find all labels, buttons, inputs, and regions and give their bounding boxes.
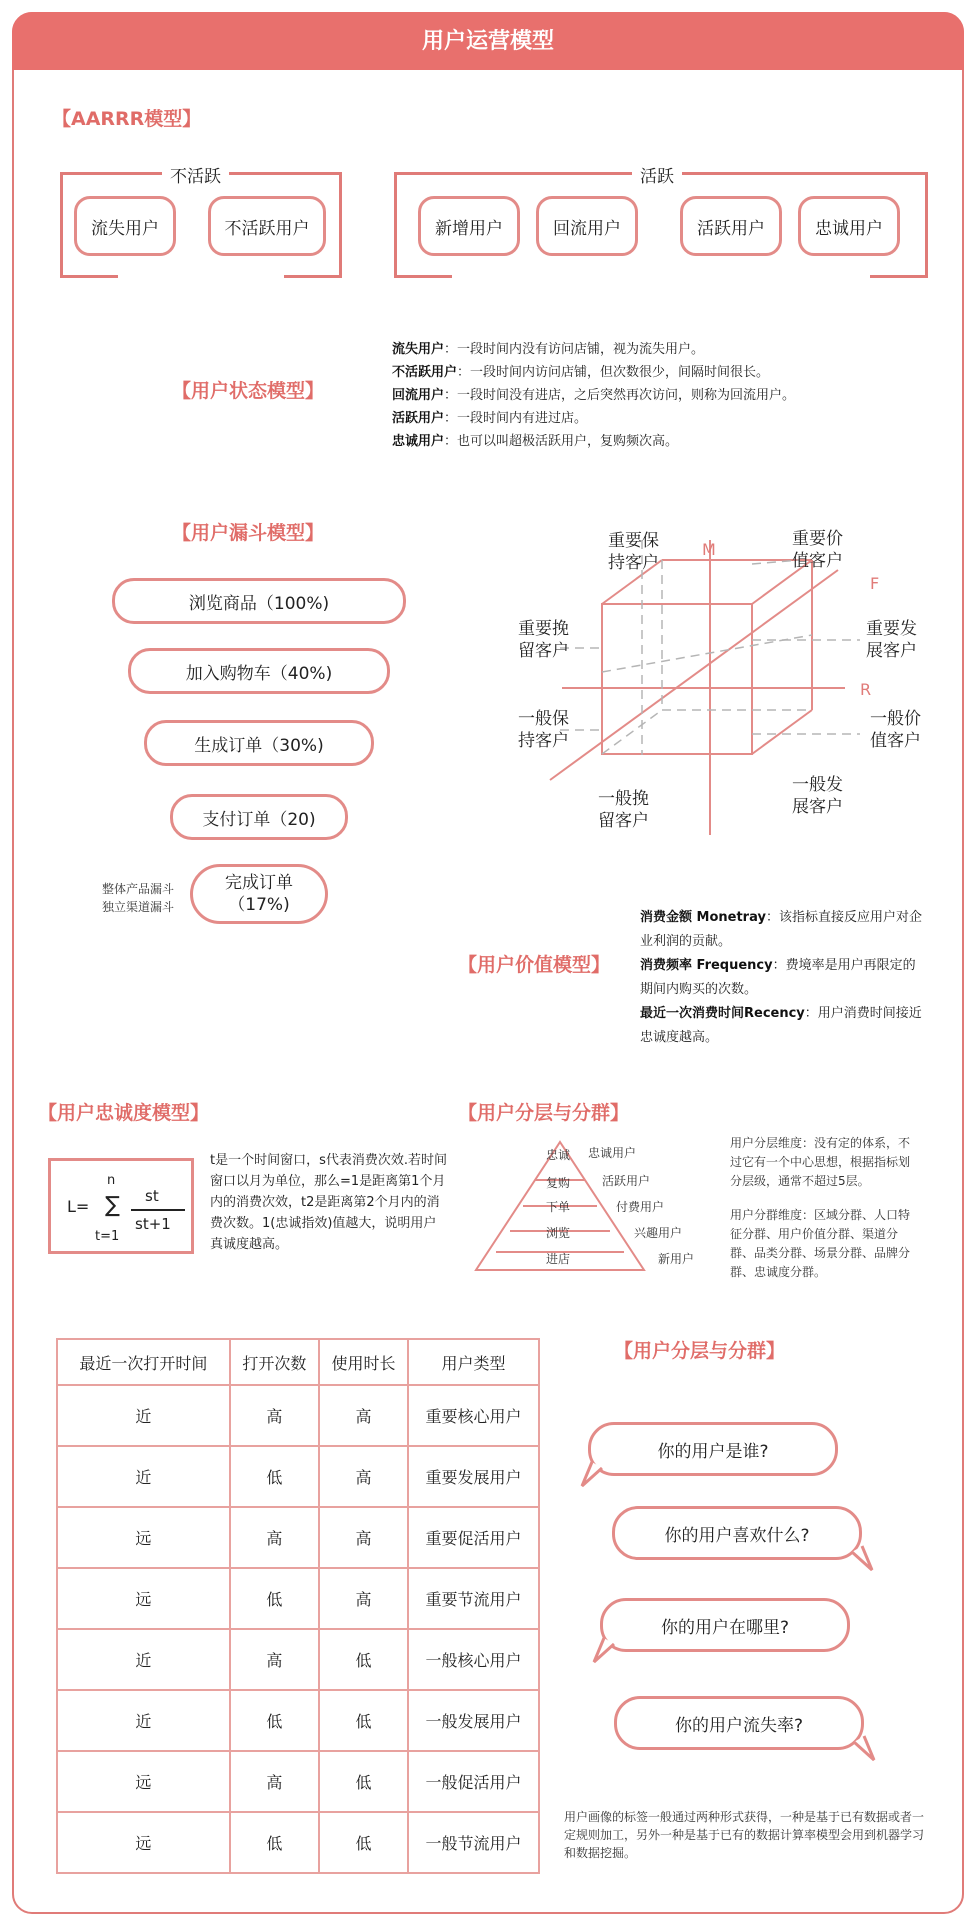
rfm-axis-f bbox=[550, 570, 838, 780]
pyramid-level: 下单 bbox=[546, 1200, 571, 1214]
table-row: 远 低 高 重要节流用户 bbox=[57, 1568, 539, 1629]
funnel-step-order: 生成订单（30%) bbox=[144, 720, 374, 766]
table-header: 使用时长 bbox=[319, 1339, 408, 1385]
aarrr-return-user: 回流用户 bbox=[536, 196, 638, 256]
funnel-step-cart: 加入购物车（40%) bbox=[128, 648, 390, 694]
state-model-defs bbox=[392, 338, 912, 453]
rfm-label-important-value: 重要价 值客户 bbox=[792, 529, 843, 571]
state-def: 流失用户：一段时间内没有访问店铺，视为流失用户。 bbox=[392, 342, 705, 357]
funnel-note-overall: 整体产品漏斗 bbox=[102, 882, 175, 896]
segment-note-layer: 用户分层维度：没有定的体系，不过它有一个中心思想，根据指标划分层级，通常不超过5层。 bbox=[730, 1136, 911, 1188]
loyalty-desc: t是一个时间窗口，s代表消费次效.若时间窗口以月为单位，那么=1是距离第1个月内的消费次效，t2是距离第2个月内的消费次数。1(忠诚指效)值越大，说明用户真诚度越高。 bbox=[210, 1153, 448, 1252]
funnel-note-channel: 独立渠道漏斗 bbox=[102, 900, 175, 914]
rfm-cube-front bbox=[602, 604, 752, 754]
pyramid-user: 兴趣用户 bbox=[634, 1226, 683, 1240]
pyramid-level: 浏览 bbox=[546, 1226, 571, 1240]
pyramid-level: 忠诚 bbox=[546, 1148, 571, 1162]
persona-question-churn: 你的用户流失率? bbox=[614, 1696, 864, 1750]
table-row: 近 低 低 一般发展用户 bbox=[57, 1690, 539, 1751]
aarrr-new-user: 新增用户 bbox=[418, 196, 520, 256]
table-row: 远 低 低 一般节流用户 bbox=[57, 1812, 539, 1873]
value-model-defs bbox=[640, 906, 922, 1050]
table-row: 远 高 低 一般促活用户 bbox=[57, 1751, 539, 1812]
rfm-axis-label-r: R bbox=[860, 680, 872, 699]
rfm-label-general-keep: 一般保 持客户 bbox=[518, 709, 569, 751]
rfm-cube-edge bbox=[752, 710, 812, 754]
table-header: 最近一次打开时间 bbox=[57, 1339, 230, 1385]
rfm-axis-label-m: M bbox=[702, 540, 716, 559]
aarrr-lost-user: 流失用户 bbox=[74, 196, 176, 256]
pyramid-user: 付费用户 bbox=[616, 1200, 665, 1214]
page-title: 用户运营模型 bbox=[12, 12, 964, 70]
table-header: 打开次数 bbox=[230, 1339, 319, 1385]
state-model-title: 【用户状态模型】 bbox=[172, 380, 325, 402]
table-row: 近 高 低 一般核心用户 bbox=[57, 1629, 539, 1690]
state-def: 回流用户：一段时间没有进店，之后突然再次访问，则称为回流用户。 bbox=[392, 388, 796, 403]
bubble-tail bbox=[578, 1460, 608, 1490]
user-type-table bbox=[56, 1338, 540, 1874]
rfm-label-important-retain: 重要挽 留客户 bbox=[518, 619, 569, 661]
value-def: 消费金额 Monetray：该指标直接反应用户对企业利润的贡献。 bbox=[640, 910, 922, 949]
funnel-step-browse: 浏览商品（100%) bbox=[112, 578, 406, 624]
rfm-label-general-develop: 一般发 展客户 bbox=[792, 775, 843, 817]
aarrr-active-user: 活跃用户 bbox=[680, 196, 782, 256]
inactive-label: 不活跃 bbox=[162, 162, 229, 187]
value-def: 消费频率 Frequency：费境率是用户再限定的期间内购买的次数。 bbox=[640, 958, 916, 997]
segment-title: 【用户分层与分群】 bbox=[458, 1102, 630, 1124]
bubble-tail bbox=[848, 1544, 878, 1574]
pyramid-user: 新用户 bbox=[658, 1252, 695, 1266]
persona-question-like: 你的用户喜欢什么? bbox=[612, 1506, 862, 1560]
rfm-label-important-develop: 重要发 展客户 bbox=[866, 619, 917, 661]
aarrr-loyal-user: 忠诚用户 bbox=[798, 196, 900, 256]
pyramid-level: 进店 bbox=[546, 1252, 571, 1266]
persona-title: 【用户分层与分群】 bbox=[614, 1340, 786, 1362]
state-def: 忠诚用户：也可以叫超极活跃用户，复购频次高。 bbox=[392, 434, 679, 449]
table-row: 近 低 高 重要发展用户 bbox=[57, 1446, 539, 1507]
state-def: 不活跃用户：一段时间内访问店铺，但次数很少，间隔时间很长。 bbox=[392, 365, 770, 380]
pyramid-user: 活跃用户 bbox=[602, 1174, 651, 1188]
active-label: 活跃 bbox=[632, 162, 682, 187]
aarrr-inactive-user: 不活跃用户 bbox=[208, 196, 326, 256]
rfm-label-general-value: 一般价 值客户 bbox=[870, 709, 921, 751]
rfm-cube-hidden bbox=[602, 710, 662, 754]
loyalty-title: 【用户忠诚度模型】 bbox=[38, 1102, 210, 1124]
pyramid-user: 忠诚用户 bbox=[588, 1146, 637, 1160]
value-def: 最近一次消费时间Recency：用户消费时间接近忠诚度越高。 bbox=[640, 1006, 922, 1045]
persona-question-where: 你的用户在哪里? bbox=[600, 1598, 850, 1652]
funnel-title: 【用户漏斗模型】 bbox=[172, 522, 325, 544]
bubble-tail bbox=[850, 1734, 880, 1764]
loyalty-formula-box: L= n ∑ t=1 st st+1 bbox=[48, 1158, 194, 1254]
segment-note-group: 用户分群维度：区域分群、人口特征分群、用户价值分群、渠道分群、品类分群、场景分群、品牌分群、忠诚度分群。 bbox=[730, 1208, 911, 1279]
table-row: 远 高 高 重要促活用户 bbox=[57, 1507, 539, 1568]
table-header-row bbox=[57, 1339, 539, 1385]
funnel-step-complete: 完成订单 （17%) bbox=[190, 864, 328, 924]
funnel-step-pay: 支付订单（20) bbox=[170, 794, 348, 840]
value-model-title: 【用户价值模型】 bbox=[458, 954, 611, 976]
persona-question-who: 你的用户是谁? bbox=[588, 1422, 838, 1476]
persona-note: 用户画像的标签一般通过两种形式获得，一种是基于已有数据或者一定规则加工，另外一种是基于已有的数据计算率模型会用到机器学习和数据挖掘。 bbox=[564, 1810, 925, 1860]
state-def: 活跃用户：一段时间内有进过店。 bbox=[392, 411, 588, 426]
table-header: 用户类型 bbox=[408, 1339, 539, 1385]
aarrr-title: 【AARRR模型】 bbox=[52, 108, 202, 130]
rfm-label-general-retain: 一般挽 留客户 bbox=[598, 789, 649, 831]
table-row: 近 高 高 重要核心用户 bbox=[57, 1385, 539, 1446]
pyramid-level: 复购 bbox=[546, 1176, 571, 1190]
bubble-tail bbox=[590, 1636, 620, 1666]
rfm-axis-label-f: F bbox=[870, 574, 880, 593]
rfm-label-important-keep: 重要保 持客户 bbox=[608, 531, 659, 573]
